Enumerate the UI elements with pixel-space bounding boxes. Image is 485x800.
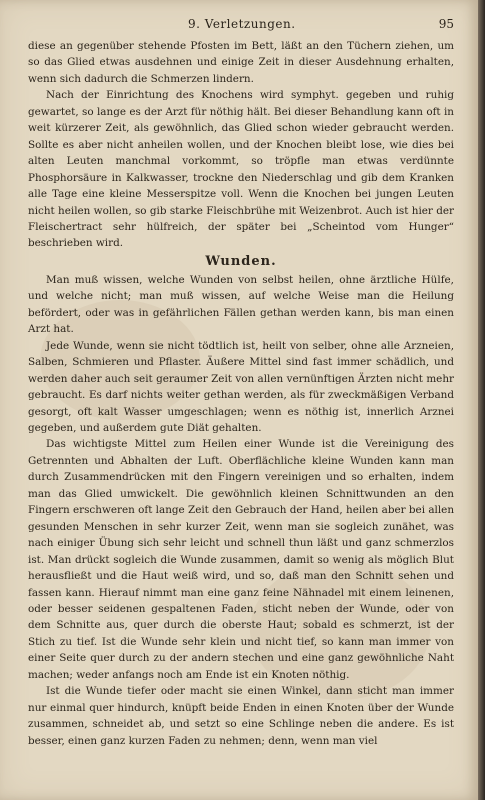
paragraph: Ist die Wunde tiefer oder macht sie einen Winkel, dann sticht man immer nur einmal quer hindurch, knüpft beide Enden in einen Knoten über der Wunde zusammen, schneidet ab, und setzt so eine Schlinge neben die andere. Es ist besser, einen ganz kurzen Faden zu nehmen; denn, wenn man viel (28, 685, 454, 747)
section-heading: Wunden. (205, 253, 277, 269)
running-header (28, 17, 464, 33)
paragraph: Das wichtigste Mittel zum Heilen einer Wunde ist die Vereinigung des Getrennten und Abhalten der Luft. Oberflächliche kleine Wunden kann man durch Zusammendrücken mit den Fingern vereinigen und so erhalten, indem man das Glied umwickelt. Die gewöhnlich kleinen Schnittwunden an den Fingern erschweren oft lange Zeit den Gebrauch der Hand, heilen aber bei allen gesunden Menschen in sehr kurzer Zeit, wenn man sie sogleich zunähet, was nach einiger Übung sich sehr leicht und schnell thun läßt und ganz schmerzlos ist. Man drückt sogleich die Wunde zusammen, damit so wenig als möglich Blut herausfließt und die Haut weiß wird, und so, daß man den Schnitt sehen und fassen kann. Hierauf nimmt man eine ganz feine Nähnadel mit einem leinenen, oder besser seidenen gespaltenen Faden, sticht neben der Wunde, oder von dem Schnitte aus, quer durch die oberste Haut; sobald es schmerzt, ist der Stich zu tief. Ist die Wunde sehr klein und nicht tief, so kann man immer von einer Seite quer durch zu der andern stechen und eine ganz gewöhnliche Naht machen; weder anfangs noch am Ende ist ein Knoten nöthig. (28, 438, 455, 681)
body-text (28, 38, 454, 749)
chapter-title: 9. Verletzungen. (188, 17, 296, 31)
page-edge (478, 0, 485, 800)
page-number: 95 (438, 17, 454, 31)
paragraph: diese an gegenüber stehende Pfosten im Bett, läßt an den Tüchern ziehen, um so das Glied etwas ausdehnen und einige Zeit in dieser Ausdehnung erhalten, wenn sich dadurch die Schmerzen lindern. (28, 40, 454, 85)
paragraph: Nach der Einrichtung des Knochens wird symphyt. gegeben und ruhig gewartet, so lange es der Arzt für nöthig hält. Bei dieser Behandlung kann oft in weit kürzerer Zeit, als gewöhnlich, das Glied schon wieder gebraucht werden. Sollte es aber nicht anheilen wollen, und der Knochen bleibt lose, wie dies bei alten Leuten manchmal vorkommt, so tröpfle man etwas verdünnte Phosphorsäure in Kalkwasser, trockne den Niederschlag und gib dem Kranken alle Tage eine kleine Messerspitze voll. Wenn die Knochen bei jungen Leuten nicht heilen wollen, so gib starke Fleischbrühe mit Weizenbrot. Auch ist hier der Fleischertract sehr hülfreich, der später bei „Scheintod vom Hunger“ beschrieben wird. (28, 89, 454, 250)
paragraph: Man muß wissen, welche Wunden von selbst heilen, ohne ärztliche Hülfe, und welche nicht; man muß wissen, auf welche Weise man die Heilung befördert, oder was in gefährlichen Fällen gethan werden kann, bis man einen Arzt hat. (28, 273, 454, 336)
paragraph: Jede Wunde, wenn sie nicht tödtlich ist, heilt von selber, ohne alle Arzneien, Salben, Schmieren und Pflaster. Äußere Mittel sind fast immer schädlich, und werden daher auch seit geraumer Zeit von allen vernünftigen Ärzten nicht mehr gebraucht. Es darf nichts weiter gethan werden, als für zweckmäßigen Verband gesorgt, oft kalt Wasser umgeschlagen; wenn es nöthig ist, innerlich Arznei gegeben, und außerdem gute Diät gehalten. (28, 339, 454, 434)
